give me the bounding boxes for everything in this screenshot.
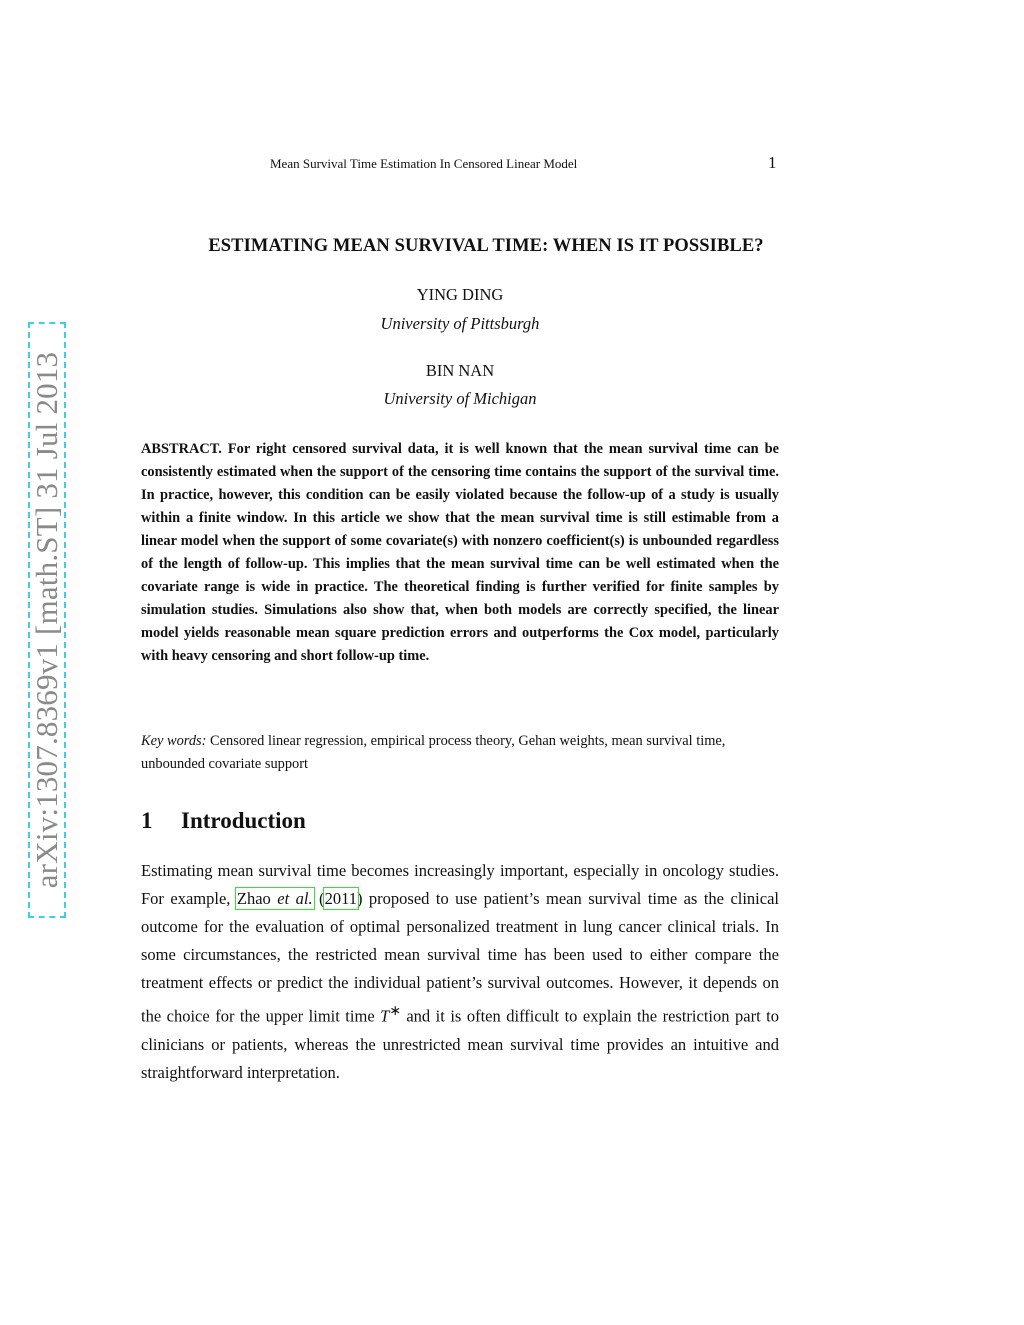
keywords-label: Key words: xyxy=(141,733,207,749)
page-number: 1 xyxy=(768,153,777,172)
arxiv-stamp[interactable] xyxy=(28,322,66,918)
keywords xyxy=(141,730,779,776)
keywords-text: Censored linear regression, empirical process theory, Gehan weights, mean survival time, unbounded covariate support xyxy=(141,733,726,772)
math-T-star: ∗ xyxy=(389,1003,401,1018)
citation-open: ( xyxy=(312,889,325,908)
intro-text-1: Estimating mean survival time becomes increasingly important, especially in oncology studies. For example, xyxy=(141,861,779,908)
author-name-1: YING DING xyxy=(416,285,504,304)
section-heading xyxy=(141,808,306,834)
intro-text-3: and it is often difficult to explain the restriction part to clinicians or patients, whereas the unrestricted mean survival time provides an intuitive and straightforward interpretation. xyxy=(141,1006,779,1082)
paper-title: ESTIMATING MEAN SURVIVAL TIME: WHEN IS IT POSSIBLE? xyxy=(208,236,764,256)
author-affiliation-1: University of Pittsburgh xyxy=(380,314,540,333)
intro-paragraph xyxy=(141,857,779,1087)
citation-link-year[interactable]: 2011 xyxy=(324,889,357,908)
running-head: Mean Survival Time Estimation In Censored Linear Model xyxy=(270,156,578,171)
citation-link-author[interactable] xyxy=(237,889,313,908)
author-affiliation-2: University of Michigan xyxy=(383,389,537,408)
intro-text-2: ) proposed to use patient’s mean survival time as the clinical outcome for the evaluation of optimal personalized treatment in lung cancer clinical trials. In some circumstances, the restricted mean survival time has been used to either compare the treatment effects or predict the individual patient’s survival outcomes. However, it depends on the choice for the upper limit time xyxy=(141,889,780,1026)
section-number: 1 xyxy=(141,808,153,833)
citation-author: Zhao xyxy=(236,889,278,908)
arxiv-stamp-text: arXiv:1307.8369v1 [math.ST] 31 Jul 2013 xyxy=(29,351,64,889)
math-T: T xyxy=(380,1006,390,1026)
citation-etal: et al. xyxy=(277,889,313,908)
abstract: ABSTRACT. For right censored survival data, it is well known that the mean survival time can be consistently estimated when the support of the censoring time contains the support of the survival time. In practice, however, this condition can be easily violated because the follow-up of a study is usually within a finite window. In this article we show that the mean survival time is still estimable from a linear model when the support of some covariate(s) with nonzero coefficient(s) is unbounded regardless of the length of follow-up. This implies that the mean survival time can be well estimated when the covariate range is wide in practice. The theoretical finding is further verified for finite samples by simulation studies. Simulations also show that, when both models are correctly specified, the linear model yields reasonable mean square prediction errors and outperforms the Cox model, particularly with heavy censoring and short follow-up time. xyxy=(141,441,779,664)
section-title: Introduction xyxy=(181,808,306,833)
author-name-2: BIN NAN xyxy=(425,361,495,380)
